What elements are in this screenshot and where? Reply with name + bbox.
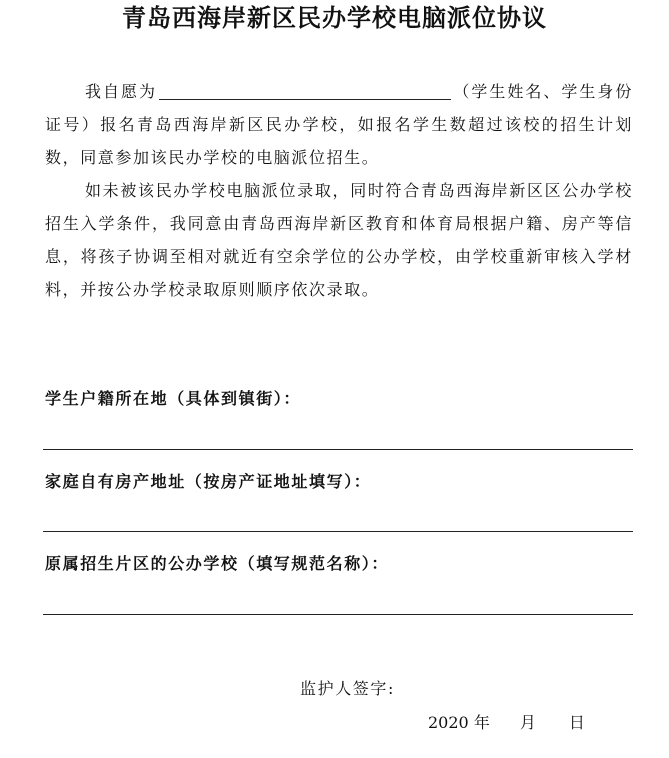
paragraph-consent-prefix: 我自愿为 xyxy=(85,82,157,101)
original-school-label: 原属招生片区的公办学校（填写规范名称）： xyxy=(45,554,390,573)
date-year-unit: 年 xyxy=(473,713,490,732)
date-year: 2020 xyxy=(428,713,469,732)
paragraph-fallback: 如未被该民办学校电脑派位录取，同时符合青岛西海岸新区区公办学校招生入学条件，我同意由青岛西海岸新区教育和体育局根据户籍、房产等信息，将孩子协调至相对就近有空余学位的公办学校，由学校重新审核入学材料，并按公办学校录取原则顺序依次录取。 xyxy=(45,181,633,299)
student-name-id-blank[interactable] xyxy=(159,81,451,100)
property-address-label: 家庭自有房产地址（按房产证地址填写）： xyxy=(45,472,372,491)
signature-date xyxy=(428,711,585,735)
household-registration-label: 学生户籍所在地（具体到镇街）： xyxy=(45,389,302,408)
guardian-signature-label: 监护人签字: xyxy=(300,679,395,698)
household-registration-line[interactable] xyxy=(43,449,633,450)
date-day-unit: 日 xyxy=(568,713,585,732)
date-month-unit: 月 xyxy=(519,713,536,732)
property-address-line[interactable] xyxy=(43,531,633,532)
document-title: 青岛西海岸新区民办学校电脑派位协议 xyxy=(122,3,547,32)
original-school-line[interactable] xyxy=(43,614,633,615)
paragraph-consent xyxy=(45,75,633,174)
paragraph-consent-suffix: （学生姓名、学生身份证号）报名青岛西海岸新区民办学校，如报名学生数超过该校的招生计划数，同意参加该民办学校的电脑派位招生。 xyxy=(45,82,633,167)
